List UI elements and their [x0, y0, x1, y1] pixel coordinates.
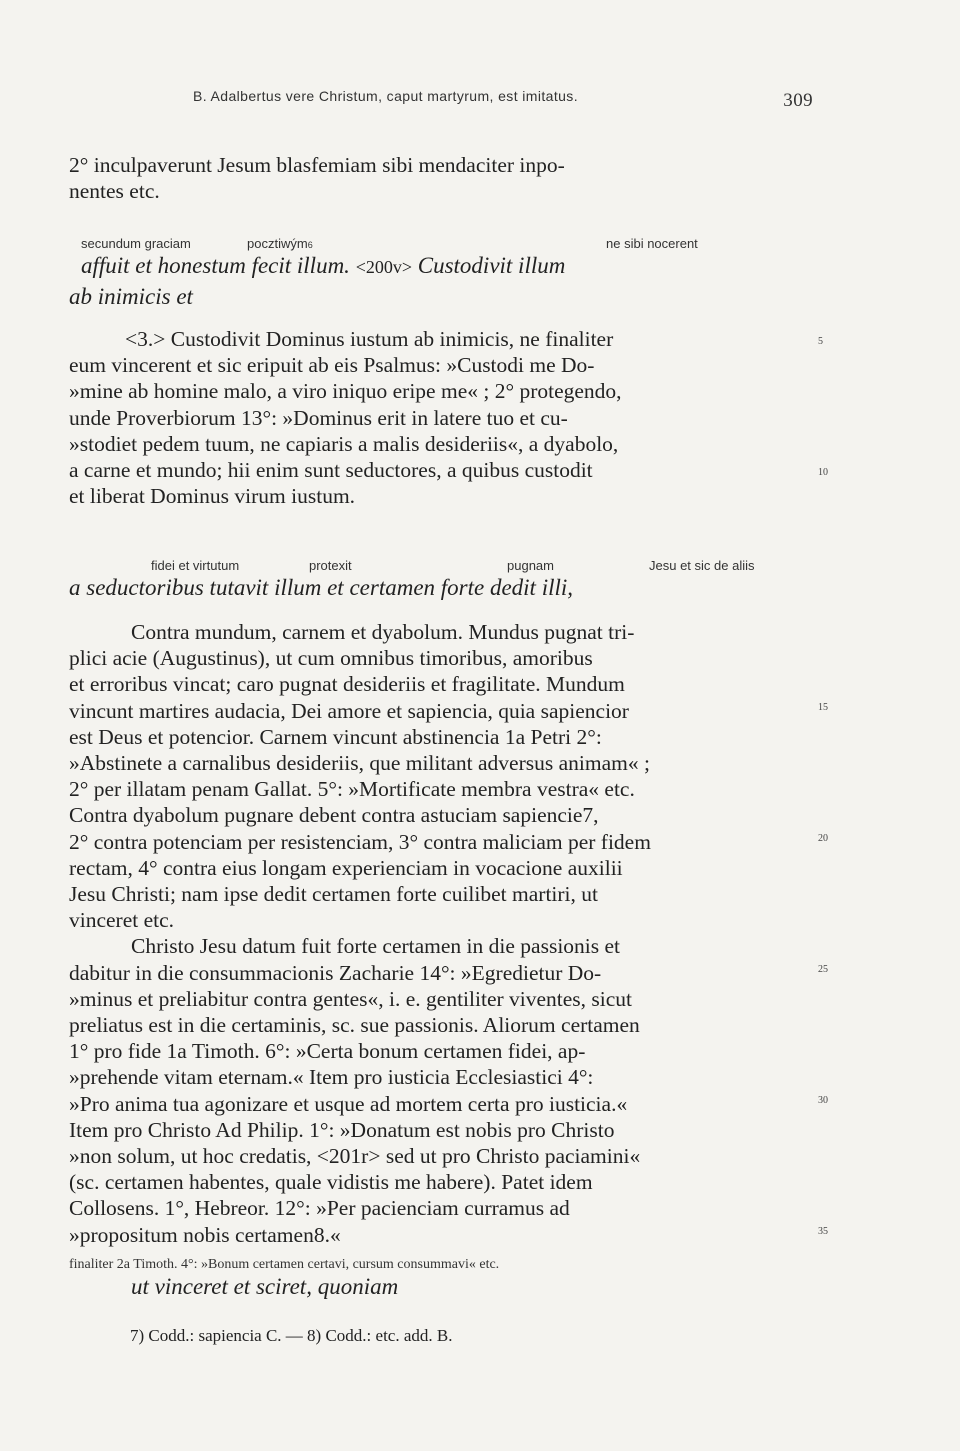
gloss-sup: 6 [307, 240, 313, 250]
intro-paragraph [69, 152, 804, 204]
interlinear-gloss [69, 558, 804, 574]
gloss-pugnam: pugnam [507, 558, 554, 573]
line-number: 10 [818, 467, 828, 478]
running-title: B. Adalbertus vere Christum, caput martyrum, est imitatus. [193, 88, 578, 104]
text-line: Contra mundum, carnem et dyabolum. Mundus pugnat tri- [131, 620, 635, 644]
interlinear-gloss: finaliter 2a Timoth. 4°: »Bonum certamen certavi, cursum consummavi« etc. [69, 1257, 500, 1272]
text-line: (sc. certamen habentes, quale vidistis me habere). Patet idem [69, 1170, 593, 1195]
running-header [193, 88, 813, 111]
text-line: <3.> Custodivit Dominus iustum ab inimicis, ne finaliter [125, 327, 614, 351]
line-number: 15 [818, 702, 828, 713]
text-line: unde Proverbiorum 13°: »Dominus erit in latere tuo et cu- [69, 405, 568, 430]
gloss-protexit: protexit [309, 558, 352, 573]
text-line: vincunt martires audacia, Dei amore et sapiencia, quia sapiencior [69, 698, 629, 723]
text-line: Christo Jesu datum fuit forte certamen in die passionis et [131, 934, 621, 959]
lemma-text-end: Custodivit illum [417, 253, 566, 278]
text-line: 2° per illatam penam Gallat. 5°: »Mortificate membra vestra« etc. [69, 777, 635, 802]
text-line: et liberat Dominus virum iustum. [69, 484, 356, 509]
text-line: 1° pro fide 1a Timoth. 6°: »Certa bonum certamen fidei, ap- [69, 1039, 586, 1064]
gloss-secundum: secundum graciam [81, 236, 191, 251]
gloss-fidei: fidei et virtutum [151, 558, 240, 573]
text-line: et erroribus vincat; caro pugnat desideriis et fragilitate. Mundum [69, 672, 625, 697]
text-line: est Deus et potencior. Carnem vincunt abstinencia 1a Petri 2°: [69, 724, 602, 749]
gloss-nesibi: ne sibi nocerent [606, 236, 698, 251]
line-number: 20 [818, 833, 828, 844]
text-line: eum vincerent et sic eripuit ab eis Psalmus: »Custodi me Do- [69, 353, 595, 378]
lemma-line: ut vinceret et sciret, quoniam [131, 1274, 399, 1299]
text-line: Item pro Christo Ad Philip. 1°: »Donatum est nobis pro Christo [69, 1117, 615, 1142]
lemma-line: ab inimicis et [69, 284, 193, 309]
interlinear-gloss [69, 236, 804, 252]
text-line: 2° contra potenciam per resistenciam, 3° contra maliciam per fidem [69, 829, 651, 854]
gloss-pocztiwy-text: pocztiwým [247, 236, 308, 251]
text-line: »Abstinete a carnalibus desideriis, que militant adversus animam« ; [69, 751, 650, 776]
folio-marker: <200v> [355, 257, 412, 277]
paragraph-1 [69, 326, 804, 509]
gloss-block-1 [69, 236, 804, 311]
line-number: 25 [818, 964, 828, 975]
text-line: Jesu Christi; nam ipse dedit certamen forte cuilibet martiri, ut [69, 882, 598, 907]
text-line: »non solum, ut hoc credatis, <201r> sed ut pro Christo paciamini« [69, 1144, 641, 1169]
gloss-pocztiwy [247, 236, 313, 251]
paragraph-2 [69, 619, 804, 1248]
text-line: nentes etc. [69, 179, 160, 204]
text-line: dabitur in die consummacionis Zacharie 14°: »Egredietur Do- [69, 960, 602, 985]
text-line: Contra dyabolum pugnare debent contra astuciam sapiencie7, [69, 803, 599, 828]
text-line: »stodiet pedem tuum, ne capiaris a malis desideriis«, a dyabolo, [69, 431, 619, 456]
text-line: plici acie (Augustinus), ut cum omnibus timoribus, amoribus [69, 646, 593, 671]
text-line: preliatus est in die certaminis, sc. sue passionis. Aliorum certamen [69, 1013, 640, 1038]
lemma-text: affuit et honestum fecit illum. [81, 253, 350, 278]
text-line: Collosens. 1°, Hebreor. 12°: »Per pacienciam curramus ad [69, 1196, 570, 1221]
line-number: 35 [818, 1226, 828, 1237]
lemma-line: a seductoribus tutavit illum et certamen forte dedit illi, [69, 575, 574, 600]
footnote: 7) Codd.: sapiencia C. — 8) Codd.: etc. add. B. [130, 1326, 453, 1345]
text-line: »Pro anima tua agonizare et usque ad mortem certa pro iusticia.« [69, 1091, 628, 1116]
line-number: 30 [818, 1095, 828, 1106]
gloss-block-2 [69, 558, 804, 602]
lemma-line [81, 252, 804, 281]
gloss-jesu: Jesu et sic de aliis [649, 558, 755, 573]
text-line: »mine ab homine malo, a viro iniquo eripe me« ; 2° protegendo, [69, 379, 622, 404]
line-number: 5 [818, 336, 823, 347]
text-line: vinceret etc. [69, 908, 175, 933]
text-line: »minus et preliabitur contra gentes«, i. e. gentiliter viventes, sicut [69, 986, 633, 1011]
text-line: 2° inculpaverunt Jesum blasfemiam sibi mendaciter inpo- [69, 153, 565, 177]
text-line: »propositum nobis certamen8.« [69, 1222, 341, 1247]
text-line: »prehende vitam eternam.« Item pro iusticia Ecclesiastici 4°: [69, 1065, 594, 1090]
page-number: 309 [783, 90, 813, 111]
text-line: rectam, 4° contra eius longam experienciam in vocacione auxilii [69, 855, 623, 880]
gloss-block-3 [69, 1257, 804, 1301]
text-line: a carne et mundo; hii enim sunt seductores, a quibus custodit [69, 458, 593, 483]
